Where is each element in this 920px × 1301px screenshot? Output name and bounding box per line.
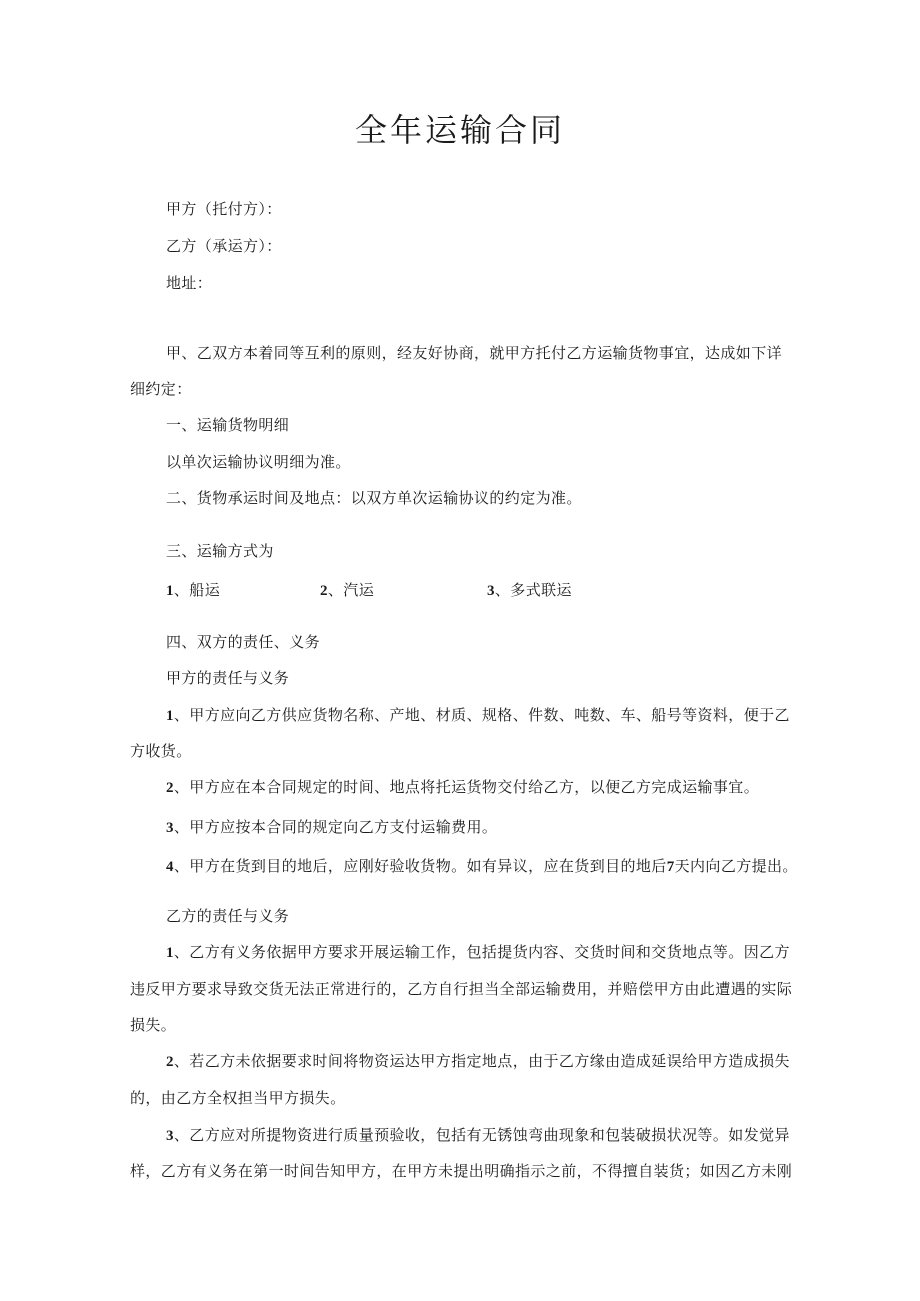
clause-b1-line-2: 违反甲方要求导致交货无法正常进行的，乙方自行担当全部运输费用，并赔偿甲方由此遭遇的实际 bbox=[130, 980, 793, 998]
section-1-heading: 一、运输货物明细 bbox=[166, 416, 290, 434]
clause-text: 、甲方在货到目的地后，应刚好验收货物。如有异议，应在货到目的地后 bbox=[173, 857, 667, 875]
clause-b2-line-2: 的，由乙方全权担当甲方损失。 bbox=[130, 1089, 346, 1107]
clause-text: 、甲方应在本合同规定的时间、地点将托运货物交付给乙方，以便乙方完成运输事宜。 bbox=[173, 778, 760, 796]
clause-number: 4 bbox=[166, 859, 174, 875]
clause-b3-line-2: 样，乙方有义务在第一时间告知甲方，在甲方未提出明确指示之前，不得擅自装货；如因乙方未刚 bbox=[130, 1162, 793, 1180]
clause-number: 3 bbox=[166, 820, 174, 836]
party-a-field: 甲方（托付方）： bbox=[166, 200, 282, 218]
clause-number: 3 bbox=[166, 1128, 174, 1144]
method-label: 、汽运 bbox=[327, 581, 375, 599]
method-item bbox=[320, 580, 374, 601]
party-b-duties-title: 乙方的责任与义务 bbox=[166, 907, 290, 925]
clause-b3-line-1 bbox=[166, 1125, 790, 1146]
clause-number: 1 bbox=[166, 945, 174, 961]
clause-a4 bbox=[166, 856, 798, 877]
party-b-field: 乙方（承运方）： bbox=[166, 237, 282, 255]
clause-text: 、乙方有义务依据甲方要求开展运输工作，包括提货内容、交货时间和交货地点等。因乙方 bbox=[173, 943, 790, 961]
section-2-heading: 二、货物承运时间及地点：以双方单次运输协议的约定为准。 bbox=[166, 489, 582, 507]
clause-a1-line-2: 方收货。 bbox=[130, 742, 192, 760]
clause-number: 2 bbox=[166, 780, 174, 796]
method-number: 2 bbox=[320, 583, 328, 599]
party-a-duties-title: 甲方的责任与义务 bbox=[166, 669, 290, 687]
section-3-heading: 三、运输方式为 bbox=[166, 542, 274, 560]
clause-text: 、若乙方未依据要求时间将物资运达甲方指定地点，由于乙方缘由造成延误给甲方造成损失 bbox=[173, 1052, 790, 1070]
method-item bbox=[487, 580, 572, 601]
section-1-body: 以单次运输协议明细为准。 bbox=[166, 453, 351, 471]
intro-line-1: 甲、乙双方本着同等互利的原则，经友好协商，就甲方托付乙方运输货物事宜，达成如下详 bbox=[166, 344, 783, 362]
clause-a2 bbox=[166, 777, 759, 798]
clause-number: 1 bbox=[166, 708, 174, 724]
method-label: 、多式联运 bbox=[494, 581, 572, 599]
page-title: 全年运输合同 bbox=[354, 111, 565, 149]
intro-line-2: 细约定： bbox=[130, 380, 192, 398]
clause-number: 2 bbox=[166, 1054, 174, 1070]
method-number: 1 bbox=[166, 583, 174, 599]
clause-b1-line-1 bbox=[166, 942, 790, 963]
clause-b2-line-1 bbox=[166, 1051, 790, 1072]
clause-text: 、甲方应向乙方供应货物名称、产地、材质、规格、件数、吨数、车、船号等资料，便于乙 bbox=[173, 706, 790, 724]
clause-a1-line-1 bbox=[166, 705, 790, 726]
days-number: 7 bbox=[666, 859, 675, 875]
clause-text: 、甲方应按本合同的规定向乙方支付运输费用。 bbox=[173, 818, 498, 836]
clause-a3 bbox=[166, 817, 497, 838]
method-item bbox=[166, 580, 220, 601]
method-number: 3 bbox=[487, 583, 495, 599]
method-label: 、船运 bbox=[173, 581, 221, 599]
clause-b1-line-3: 损失。 bbox=[130, 1016, 177, 1034]
address-field: 地址： bbox=[166, 274, 213, 292]
clause-text: 、乙方应对所提物资进行质量预验收，包括有无锈蚀弯曲现象和包装破损状况等。如发觉异 bbox=[173, 1126, 790, 1144]
clause-text: 天内向乙方提出。 bbox=[674, 857, 798, 875]
section-4-heading: 四、双方的责任、义务 bbox=[166, 633, 321, 651]
